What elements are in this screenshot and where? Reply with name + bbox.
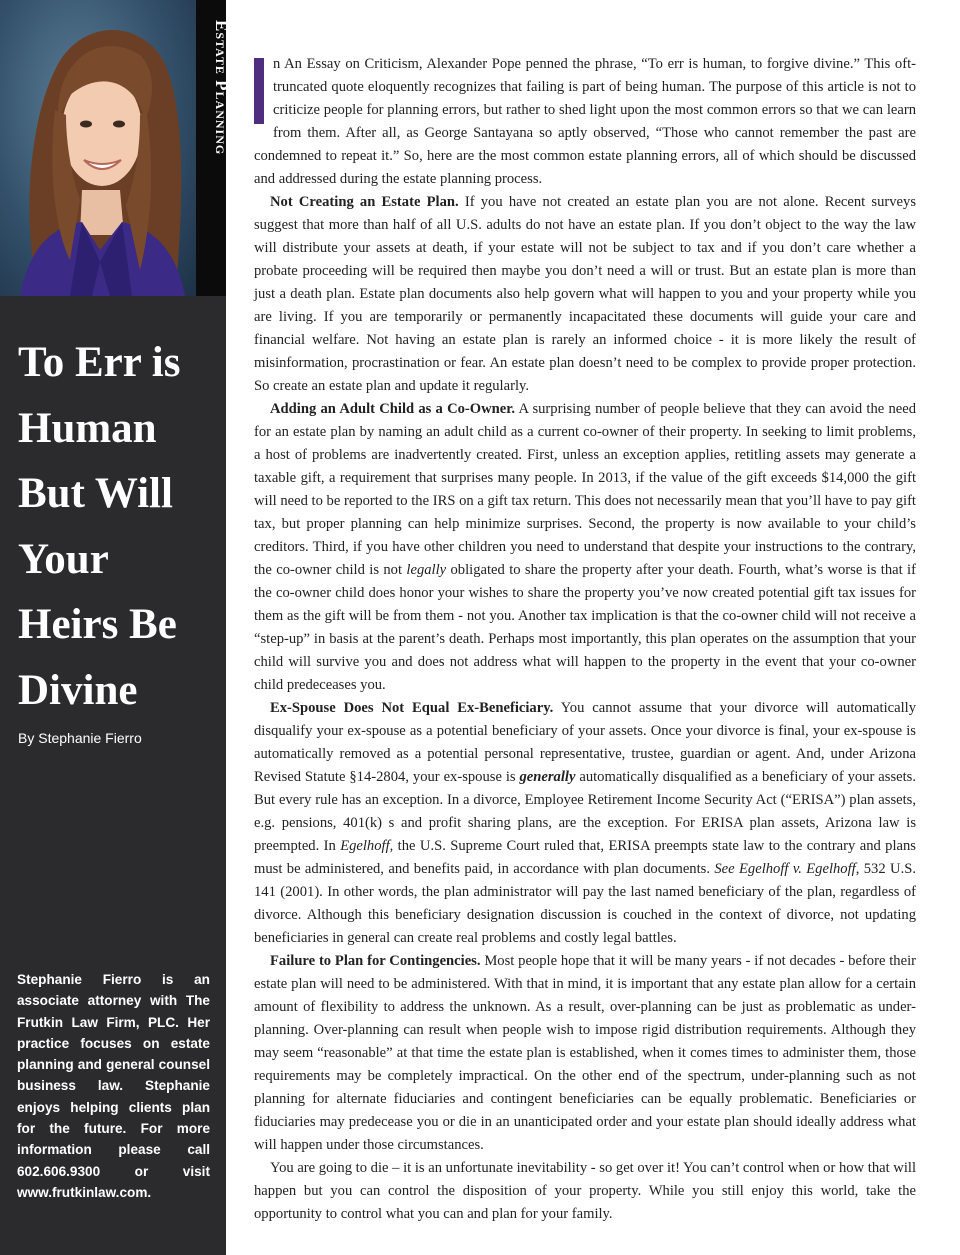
closing-paragraph: You are going to die – it is an unfortunate inevitability - so get over it! You can’t control when or how that will happen but you can control the disposition of your property. While you still enjoy this world, take the opportunity to control what you can and plan for your family. [254, 1160, 916, 1222]
section-heading: Adding an Adult Child as a Co-Owner. [270, 401, 516, 417]
section-text: If you have not created an estate plan you are not alone. Recent surveys suggest that more than half of all U.S. adults do not have an estate plan. If you don’t object to the way the law will distribute your assets at death, if your estate will not be subject to tax and if you don’t care whether a probate proceeding will be required then maybe you don’t need a will or trust. But an estate plan is more than just a death plan. Estate plan documents also help govern what will happen to you and your property while you are living. If you are temporarily or permanently incapacitated these documents will guide your care and financial welfare. Not having an estate plan is rarely an informed choice - it is more likely the result of misinformation, procrastination or fear. An estate plan doesn’t need to be complex to provide proper protection. So create an estate plan and update it regularly. [254, 194, 917, 394]
title-line: Human [18, 404, 157, 452]
article-body [254, 53, 916, 1226]
title-line: Your [18, 535, 109, 583]
section-text: automatically disqualified as a beneficiary of your assets. But every rule has an exception. In a divorce, Employee Retirement Income Security Act (“ERISA”) plan assets, e.g. pensions, 401(k) s and profit sharing plans, are the exception. For ERISA plan assets, Arizona law is preempted. In [254, 769, 916, 854]
intro-text: n An Essay on Criticism, Alexander Pope penned the phrase, “To err is human, to forgive divine.” This oft-truncated quote eloquently recognizes that failing is part of being human. The purpose of this article is not to criticize people for planning errors, but rather to shed light upon the most common errors so that we can learn from them. After all, as George Santayana so aptly observed, “Those who cannot remember the past are condemned to repeat it.” So, here are the most common estate planning errors, all of which should be discussed and addressed during the estate planning process. [254, 56, 916, 187]
section-paragraph [254, 398, 916, 697]
title-line: But Will [18, 470, 173, 517]
title-line: To Err is [18, 339, 181, 386]
section-paragraph [254, 191, 916, 398]
emphasis: generally [519, 769, 576, 785]
author-photo [0, 0, 196, 296]
case-citation: See Egelhoff v. Egelhoff [714, 861, 856, 877]
byline: By Stephanie Fierro [18, 730, 142, 746]
author-bio: Stephanie Fierro is an associate attorney with The Frutkin Law Firm, PLC. Her practice focuses on estate planning and general counsel business law. Stephanie enjoys helping clients plan for the future. For more information please call 602.606.9300 or visit www.frutkinlaw.com. [17, 972, 210, 1200]
section-text: obligated to share the property after your death. Fourth, what’s worse is that if the co-owner child does honor your wishes to share the property you’ve now created potential gift tax issues for them as the gift will be from them - not you. Another tax implication is that the co-owner child will not receive a “step-up” in basis at the parent’s death. Perhaps most importantly, this plan operates on the assumption that your child will survive you and does not address what will happen to the property in the event that your co-owner child predeceases you. [254, 562, 916, 693]
section-paragraph [254, 697, 916, 950]
sidebar [0, 0, 231, 1255]
section-text: , 532 U.S. 141 (2001). In other words, the plan administrator will pay the last named beneficiary of the plan, regardless of divorce. Although this beneficiary designation discussion is couched in the context of divorce, not updating beneficiaries in general can create real problems and costly legal battles. [254, 861, 916, 946]
section-text: A surprising number of people believe that they can avoid the need for an estate plan by naming an adult child as a current co-owner of their property. In seeking to limit problems, a host of problems are inadvertently created. First, unless an exception applies, retitling assets may generate a taxable gift, a requirement that surprises many people. In 2013, if the value of the gift exceeds $14,000 the gift will need to be reported to the IRS on a gift tax return. This does not necessarily mean that you’ll have to pay gift tax, but proper planning can help minimize surprises. Second, the property is now available to your child’s creditors. Third, if you have other children you need to understand that despite your instructions to the contrary, the co-owner child is not [254, 401, 916, 578]
case-citation: Egelhoff [340, 838, 390, 854]
section-text: You cannot assume that your divorce will automatically disqualify your ex-spouse as a potential beneficiary of your assets. Once your divorce is final, your ex-spouse is automatically removed as a potential personal representative, trustee, guardian or agent. And, under Arizona Revised Statute §14-2804, your ex-spouse is [254, 700, 917, 785]
author-portrait-image [0, 0, 196, 296]
intro-paragraph [254, 53, 916, 191]
section-heading: Failure to Plan for Contingencies. [270, 953, 481, 969]
section-paragraph [254, 950, 916, 1157]
article-title [18, 330, 218, 723]
emphasis: legally [406, 562, 447, 578]
section-heading: Not Creating an Estate Plan. [270, 194, 459, 210]
section-text: , the U.S. Supreme Court ruled that, ERISA preempts state law to the contrary and plans must be administered, and benefits paid, in accordance with plan documents. [254, 838, 916, 877]
title-line: Heirs Be [18, 601, 177, 648]
section-heading: Ex-Spouse Does Not Equal Ex-Beneficiary. [270, 700, 554, 716]
dropcap [254, 58, 264, 124]
section-label: Estate Planning [212, 20, 231, 156]
title-line: Divine [18, 666, 138, 714]
section-text: Most people hope that it will be many years - if not decades - before their estate plan will need to be administered. With that in mind, it is important that any estate plan allow for a certain amount of flexibility to address the unknown. As a result, over-planning can be just as problematic as under-planning. Over-planning can result when people wish to impose rigid distribution requirements. Although they may seem “reasonable” at that time the estate plan is established, when it comes times to administer them, those requirements may be completely impractical. On the other end of the spectrum, under-planning such as not planning for alternate fiduciaries and contingent beneficiaries can be equally problematic. Beneficiaries or fiduciaries may predecease you or die in an unanticipated order and your estate plan should ideally address what will happen under those circumstances. [254, 953, 917, 1153]
